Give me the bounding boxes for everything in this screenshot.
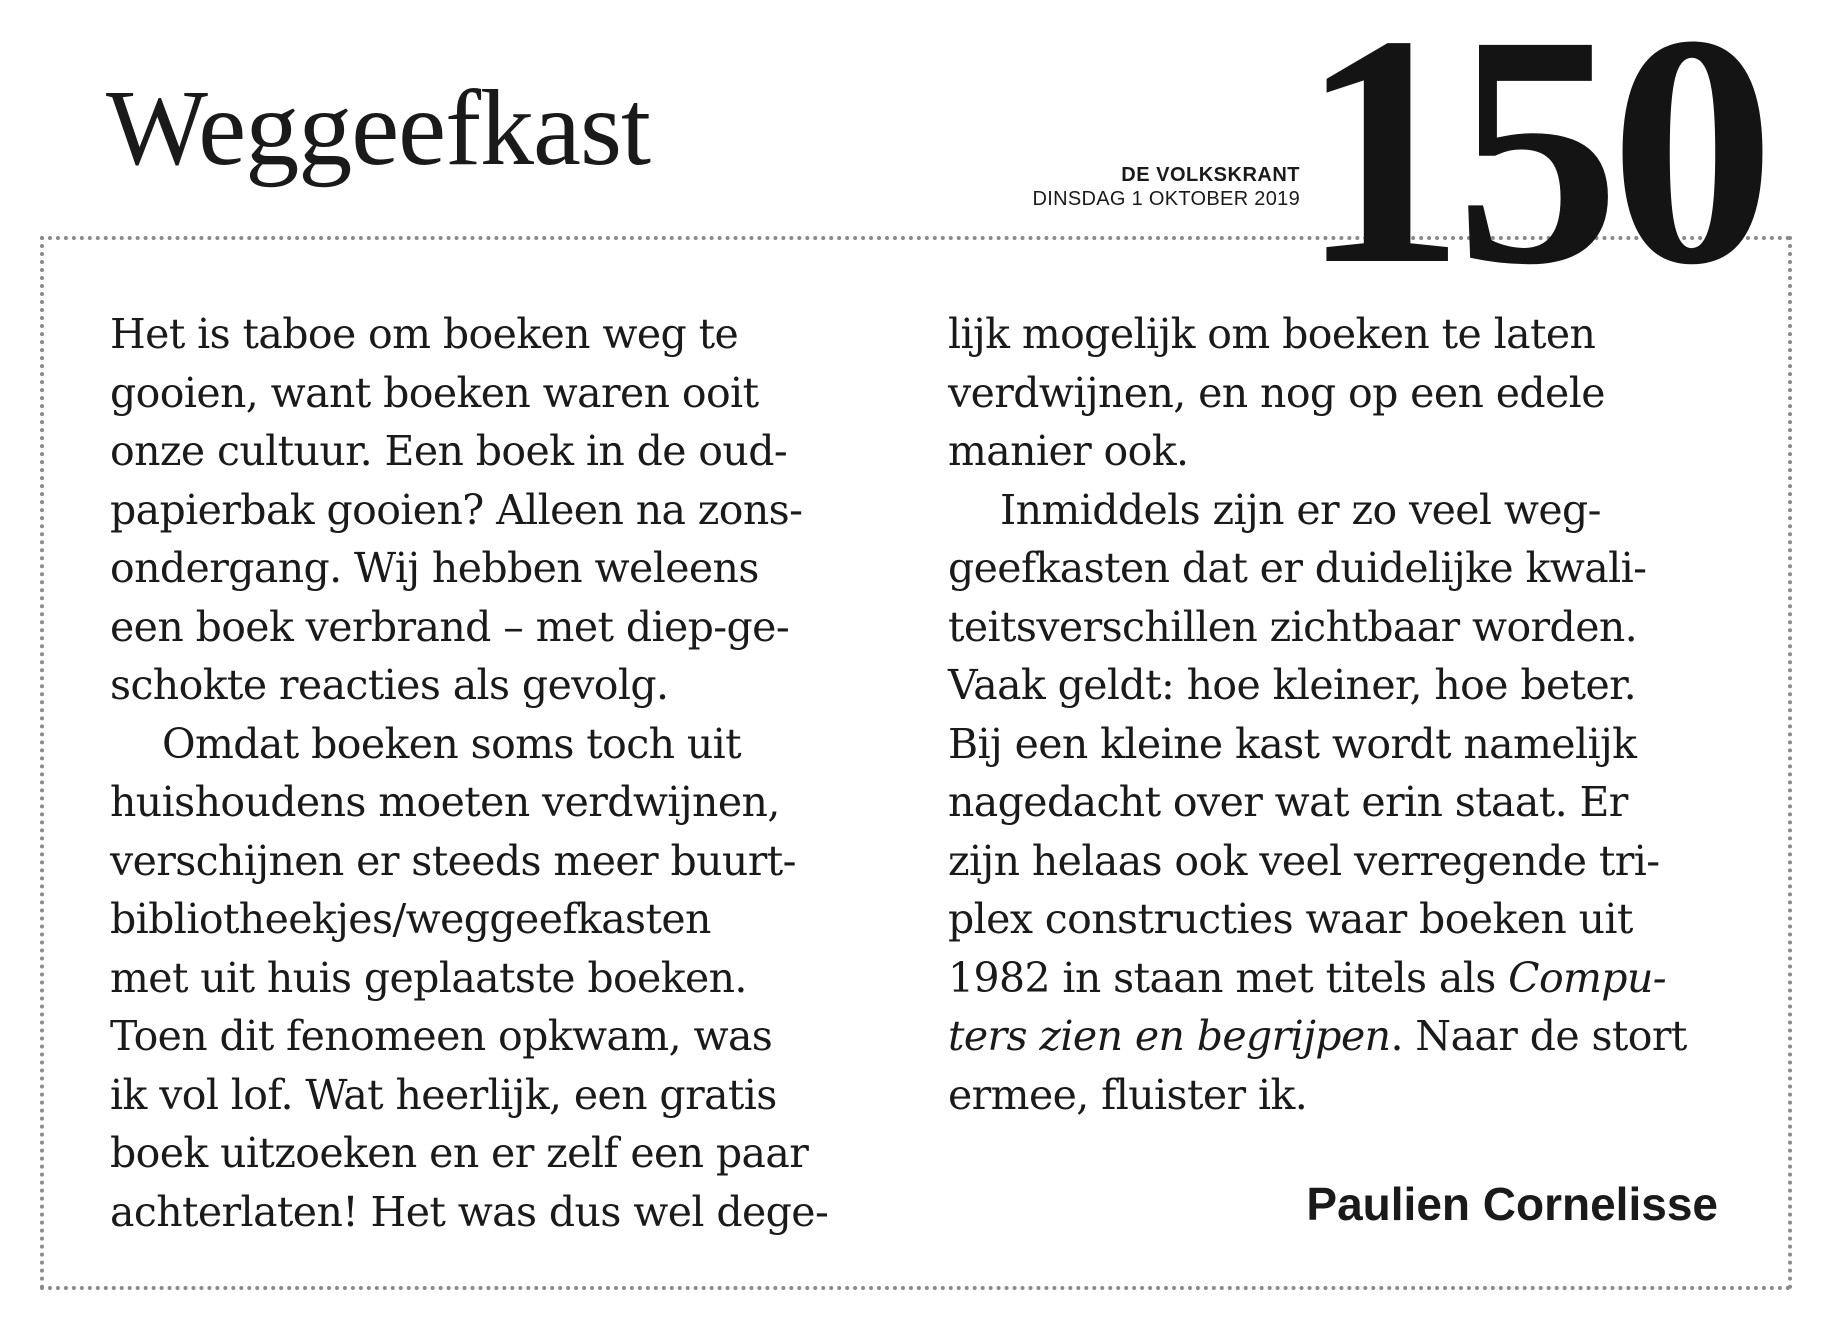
article-line: boek uitzoeken en er zelf een paar: [110, 1129, 809, 1177]
article-line: [948, 949, 1718, 1008]
headline: Weggeefkast: [106, 69, 651, 188]
article-line: zijn helaas ook veel verregende tri-: [948, 836, 1660, 885]
article-line: teitsverschillen zichtbaar worden.: [948, 602, 1638, 651]
article-line: bibliotheekjes/weggeefkasten: [110, 895, 711, 943]
article-line: schokte reacties als gevolg.: [110, 661, 669, 709]
masthead: [1033, 163, 1300, 211]
article-text: . Naar de stort: [1390, 1012, 1687, 1060]
article-line: ermee, fluister ik.: [948, 1070, 1308, 1119]
article-line: Omdat boeken soms toch uit: [162, 719, 742, 768]
article-line: Inmiddels zijn er zo veel weg-: [1000, 485, 1601, 534]
article-line: geefkasten dat er duidelijke kwali-: [948, 544, 1647, 592]
article-text: plex constructies waar boeken uit: [948, 895, 1633, 943]
article-line: [948, 1007, 1718, 1066]
article-line: verschijnen er steeds meer buurt-: [110, 836, 796, 885]
article-line: papierbak gooien? Alleen na zons-: [110, 485, 803, 534]
article-line: met uit huis geplaatste boeken.: [110, 953, 747, 1002]
article-line: ik vol lof. Wat heerlijk, een gratis: [110, 1070, 777, 1119]
article-line: nagedacht over wat erin staat. Er: [948, 778, 1628, 826]
article-line: gooien, want boeken waren ooit: [110, 368, 759, 417]
article-line: manier ook.: [948, 427, 1189, 475]
article-line: achterlaten! Het was dus wel dege-: [110, 1187, 829, 1236]
article-column-right: [948, 305, 1718, 1124]
anniversary-number: 150: [1300, 0, 1765, 333]
article-line: Het is taboe om boeken weg te: [110, 310, 739, 358]
article-line: ondergang. Wij hebben weleens: [110, 544, 759, 592]
article-line: verdwijnen, en nog op een edele: [948, 368, 1605, 417]
article-line: lijk mogelijk om boeken te laten: [948, 310, 1596, 358]
author-byline: Paulien Cornelisse: [1306, 1178, 1718, 1230]
article-column-left: [110, 305, 880, 1241]
article-line: huishoudens moeten verdwijnen,: [110, 778, 780, 826]
article-text: 1982 in staan met titels als: [948, 953, 1496, 1002]
article-line: Toen dit fenomeen opkwam, was: [110, 1012, 773, 1060]
article-line: [948, 890, 1718, 949]
newspaper-name: DE VOLKSKRANT: [1121, 164, 1300, 186]
article-line: Bij een kleine kast wordt namelijk: [948, 719, 1637, 768]
article-line: onze cultuur. Een boek in de oud-: [110, 427, 788, 475]
article-line: Vaak geldt: hoe kleiner, hoe beter.: [948, 661, 1637, 709]
article-line: een boek verbrand – met diep-ge-: [110, 602, 790, 651]
book-title-part: Compu-: [1508, 953, 1667, 1002]
publication-date: DINSDAG 1 OKTOBER 2019: [1032, 188, 1300, 210]
book-title-part: ters zien en begrijpen: [948, 1012, 1391, 1060]
